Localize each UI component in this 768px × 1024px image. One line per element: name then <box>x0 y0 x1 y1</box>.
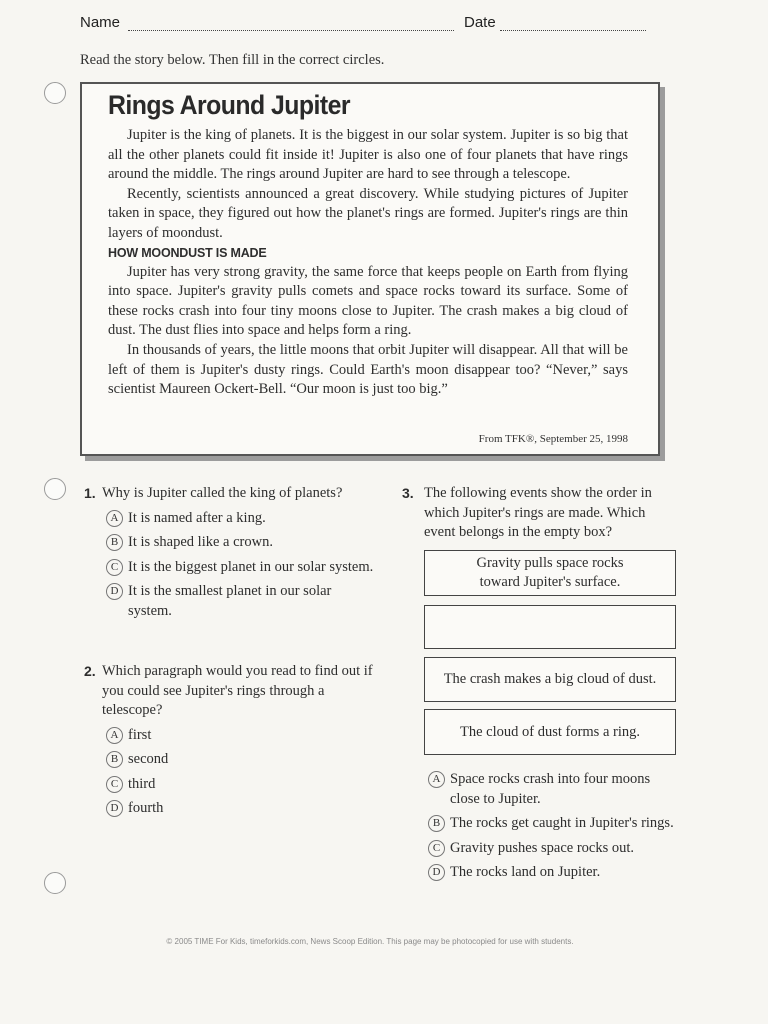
option-text: first <box>128 726 152 743</box>
story-source: From TFK®, September 25, 1998 <box>478 433 628 445</box>
question-3-options <box>424 770 680 888</box>
answer-bubble-b[interactable]: B <box>428 815 445 832</box>
answer-bubble-d[interactable]: D <box>106 583 123 600</box>
story-paragraph: In thousands of years, the little moons that orbit Jupiter will disappear. All that will be left of them is Jupiter's dusty rings. Could Earth's moon disappear too? “Never,” says scientist Maureen Ockert-Bell. “Our moon is just too big.” <box>108 341 628 398</box>
question-number: 3. <box>402 485 414 501</box>
story-paragraph: Recently, scientists announced a great discovery. While studying pictures of Jupiter taken in space, they figured out how the planet's rings are formed. Jupiter's rings are thin layers of moondust. <box>108 185 628 241</box>
story-body <box>108 126 628 400</box>
worksheet-header <box>80 14 650 36</box>
question-text: Which paragraph would you read to find out if you could see Jupiter's rings through a telescope? <box>102 663 373 718</box>
story-paragraph: Jupiter has very strong gravity, the same force that keeps people on Earth from flying into space. Jupiter's gravity pulls comets and space rocks toward its surface. Some of these rocks crash into four tiny moons close to Jupiter. The crash makes a big cloud of dust. The dust flies into space and helps form a ring. <box>108 263 628 339</box>
date-label: Date <box>464 14 496 31</box>
event-box-1 <box>424 550 676 596</box>
answer-option-b[interactable] <box>102 533 374 553</box>
answer-option-a[interactable] <box>102 726 380 746</box>
binder-hole-top <box>44 82 66 104</box>
option-text: third <box>128 775 156 792</box>
name-label: Name <box>80 14 121 31</box>
question-2 <box>84 662 380 824</box>
answer-option-c[interactable] <box>424 839 680 859</box>
instructions: Read the story below. Then fill in the correct circles. <box>80 52 385 68</box>
answer-options <box>424 770 680 883</box>
answer-bubble-b[interactable]: B <box>106 534 123 551</box>
question-1 <box>84 484 374 626</box>
answer-bubble-b[interactable]: B <box>106 751 123 768</box>
event-box-empty[interactable] <box>424 605 676 649</box>
answer-option-d[interactable] <box>424 863 680 883</box>
question-number: 1. <box>84 485 96 501</box>
option-text: fourth <box>128 800 164 816</box>
question-3 <box>402 484 678 543</box>
answer-option-d[interactable] <box>102 799 380 819</box>
answer-bubble-c[interactable]: C <box>428 840 445 857</box>
option-text: The rocks land on Jupiter. <box>450 864 601 880</box>
binder-hole-bottom <box>44 872 66 894</box>
binder-hole-middle <box>44 478 66 500</box>
story-box <box>80 82 660 456</box>
event-box-4 <box>424 709 676 755</box>
option-text: Space rocks crash into four moons close to Jupiter. <box>450 771 651 807</box>
answer-option-b[interactable] <box>102 750 380 770</box>
option-text: The rocks get caught in Jupiter's rings. <box>450 815 674 831</box>
answer-options <box>102 726 380 819</box>
event-text: The cloud of dust forms a ring. <box>459 723 640 740</box>
option-text: It is named after a king. <box>128 509 266 526</box>
answer-option-c[interactable] <box>102 558 374 578</box>
answer-bubble-d[interactable]: D <box>428 864 445 881</box>
answer-option-d[interactable] <box>102 582 374 621</box>
story-paragraph: Jupiter is the king of planets. It is the biggest in our solar system. Jupiter is so big that all the other planets could fit inside it! Jupiter is also one of four planets that have rings around the middle. The rings around Jupiter are hard to see through a telescope. <box>108 127 628 183</box>
answer-option-a[interactable] <box>102 509 374 529</box>
answer-bubble-a[interactable]: A <box>106 727 123 744</box>
option-text: It is the biggest planet in our solar system. <box>128 558 374 575</box>
event-text: Gravity pulls space rocks toward Jupiter's surface. <box>476 555 624 590</box>
question-text: The following events show the order in which Jupiter's rings are made. Which event belongs in the empty box? <box>424 485 652 540</box>
question-text: Why is Jupiter called the king of planets? <box>102 485 343 501</box>
answer-bubble-d[interactable]: D <box>106 800 123 817</box>
answer-option-c[interactable] <box>102 775 380 795</box>
story-subhead: HOW MOONDUST IS MADE <box>108 245 267 260</box>
date-line[interactable] <box>500 30 646 31</box>
answer-bubble-a[interactable]: A <box>428 771 445 788</box>
answer-option-a[interactable] <box>424 770 680 809</box>
answer-bubble-a[interactable]: A <box>106 510 123 527</box>
answer-bubble-c[interactable]: C <box>106 776 123 793</box>
answer-bubble-c[interactable]: C <box>106 559 123 576</box>
option-text: second <box>128 751 169 767</box>
option-text: Gravity pushes space rocks out. <box>450 839 635 856</box>
answer-option-b[interactable] <box>424 814 680 834</box>
event-text: The crash makes a big cloud of dust. <box>443 671 657 687</box>
question-number: 2. <box>84 663 96 679</box>
answer-options <box>102 509 374 622</box>
name-line[interactable] <box>128 30 454 31</box>
event-box-3 <box>424 657 676 702</box>
option-text: It is the smallest planet in our solar system. <box>128 583 332 619</box>
copyright-footer: © 2005 TIME For Kids, timeforkids.com, News Scoop Edition. This page may be photocopied for use with students. <box>166 937 574 946</box>
option-text: It is shaped like a crown. <box>128 534 273 550</box>
story-title: Rings Around Jupiter <box>108 90 350 120</box>
